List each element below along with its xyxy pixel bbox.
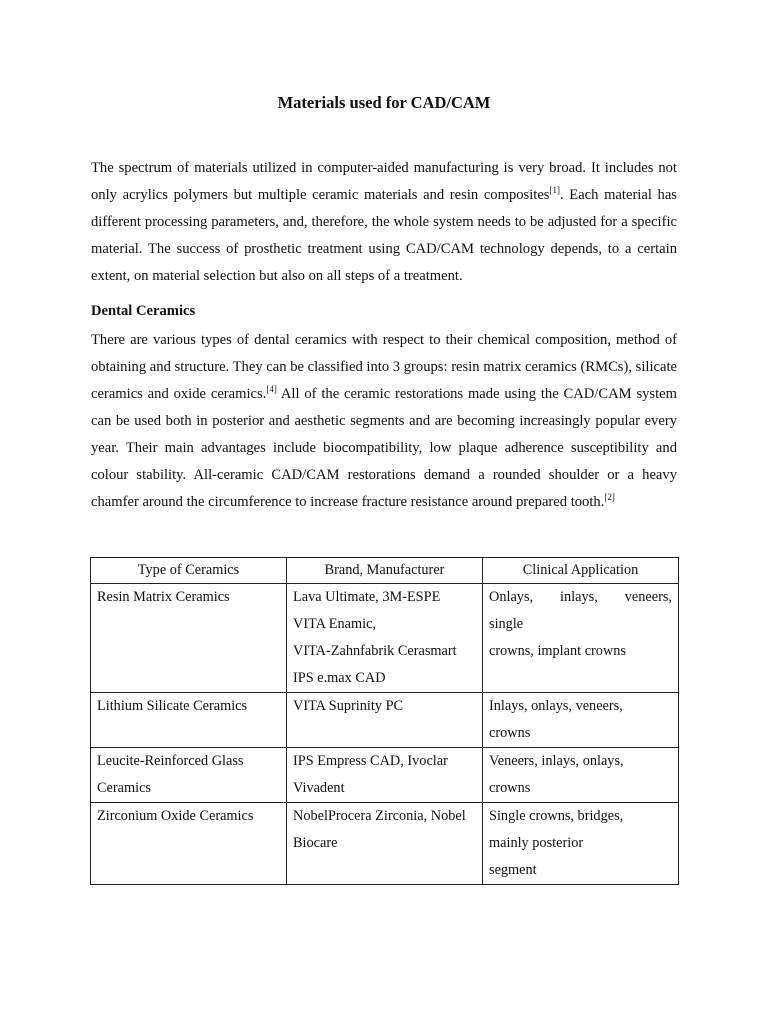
cell-line: single <box>489 616 524 632</box>
column-header: Type of Ceramics <box>91 558 287 584</box>
application-cell <box>483 584 679 693</box>
cell-line: Resin Matrix Ceramics <box>97 589 230 605</box>
cell-line: VITA Suprinity PC <box>293 698 404 714</box>
brand-cell <box>287 693 483 748</box>
application-cell <box>483 693 679 748</box>
ceramics-text-part1: There are various types of dental ceramics with respect to their chemical composition, method of obtaining and structure. They can be classified into 3 groups: resin matrix ceramics (RMCs), silicate ceramics and oxide ceramics. <box>91 332 677 402</box>
cell-line: IPS e.max CAD <box>293 670 386 686</box>
ceramics-table <box>90 557 679 885</box>
table-row <box>91 803 679 885</box>
cell-line: NobelProcera Zirconia, Nobel <box>293 808 466 824</box>
cell-line: crowns, implant crowns <box>489 643 626 659</box>
application-cell <box>483 803 679 885</box>
table-row <box>91 693 679 748</box>
cell-line: Biocare <box>293 835 338 851</box>
application-cell <box>483 748 679 803</box>
table-header-row <box>91 558 679 584</box>
table-row <box>91 584 679 693</box>
intro-text-after-ref: . Each material has different processing parameters, and, therefore, the whole system needs to be adjusted for a specific material. The success of prosthetic treatment using CAD/CAM technology depends, to a certain extent, on material selection but also on all steps of a treatment. <box>91 187 677 284</box>
cell-line: crowns <box>489 780 531 796</box>
cell-line: IPS Empress CAD, Ivoclar <box>293 753 448 769</box>
ceramics-text-part2: All of the ceramic restorations made using the CAD/CAM system can be used both in posterior and aesthetic segments and are becoming increasingly popular every year. Their main advantages include biocompatibility, low plaque adherence susceptibility and colour stability. All-ceramic CAD/CAM restorations demand a rounded shoulder or a heavy chamfer around the circumference to increase fracture resistance around prepared tooth. <box>91 386 677 510</box>
intro-text-before-ref: The spectrum of materials utilized in computer-aided manufacturing is very broad. It includes not only acrylics polymers but multiple ceramic materials and resin composites <box>91 160 677 203</box>
cell-line: Single crowns, bridges, <box>489 808 624 824</box>
brand-cell <box>287 803 483 885</box>
type-cell <box>91 748 287 803</box>
section-heading: Dental Ceramics <box>91 303 196 319</box>
type-cell <box>91 584 287 693</box>
cell-line: Inlays, onlays, veneers, <box>489 698 623 714</box>
intro-paragraph <box>91 155 677 290</box>
cell-line: Vivadent <box>293 780 345 796</box>
column-header: Brand, Manufacturer <box>287 558 483 584</box>
citation-ref: [4] <box>266 384 277 394</box>
brand-cell <box>287 584 483 693</box>
page-title: Materials used for CAD/CAM <box>277 93 491 112</box>
table-row <box>91 748 679 803</box>
citation-ref: [2] <box>604 492 615 502</box>
cell-line: Lava Ultimate, 3M-ESPE <box>293 589 441 605</box>
cell-line: mainly posterior <box>489 835 584 851</box>
cell-line: Zirconium Oxide Ceramics <box>97 808 254 824</box>
cell-line: VITA Enamic, <box>293 616 377 632</box>
cell-line: Veneers, inlays, onlays, <box>489 753 624 769</box>
cell-line: VITA-Zahnfabrik Cerasmart <box>293 643 457 659</box>
cell-line: Ceramics <box>97 780 151 796</box>
cell-line: crowns <box>489 725 531 741</box>
type-cell <box>91 803 287 885</box>
cell-line: segment <box>489 862 537 878</box>
type-cell <box>91 693 287 748</box>
cell-line: Leucite-Reinforced Glass <box>97 753 244 769</box>
ceramics-paragraph <box>91 327 677 516</box>
cell-line: Onlays, inlays, veneers, <box>489 589 672 605</box>
citation-ref: [1] <box>549 185 560 195</box>
column-header: Clinical Application <box>483 558 679 584</box>
brand-cell <box>287 748 483 803</box>
cell-line: Lithium Silicate Ceramics <box>97 698 248 714</box>
